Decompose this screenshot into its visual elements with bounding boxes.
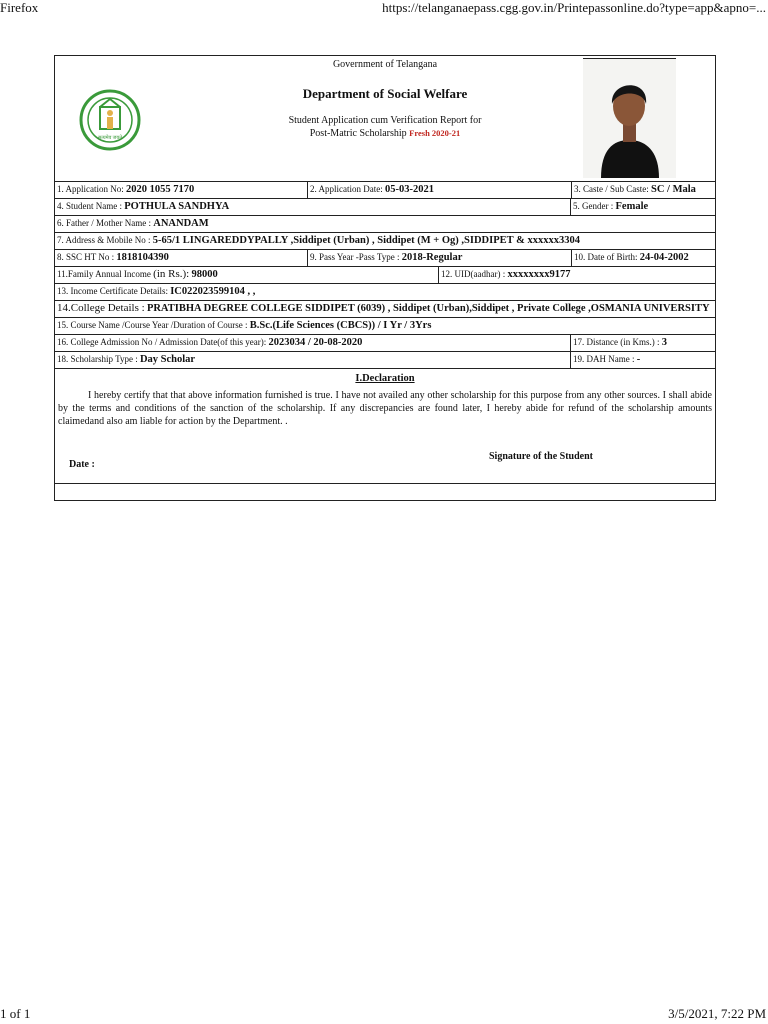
- dah-value: -: [636, 354, 641, 365]
- distance-label: 17. Distance (in Kms.) :: [573, 337, 660, 347]
- income-cert-value: IC022023599104 , ,: [170, 286, 256, 297]
- uid-value: xxxxxxxx9177: [507, 269, 571, 280]
- uid-label: 12. UID(aadhar) :: [441, 269, 506, 279]
- application-date-cell: [307, 182, 571, 198]
- row-course: [55, 318, 715, 335]
- department-name: Department of Social Welfare: [302, 86, 468, 101]
- student-name-value: POTHULA SANDHYA: [124, 201, 230, 212]
- income-label: 11.Family Annual Income: [57, 269, 151, 279]
- address-value: 5-65/1 LINGAREDDYPALLY ,Siddipet (Urban) , Siddipet (M + Og) ,SIDDIPET & xxxxxx3304: [152, 235, 580, 246]
- distance-value: 3: [661, 337, 667, 348]
- income-value: 98000: [191, 269, 218, 280]
- parent-label: 6. Father / Mother Name :: [57, 218, 151, 228]
- scholarship-label: 18. Scholarship Type :: [57, 354, 138, 364]
- course-label: 15. Course Name /Course Year /Duration of Course :: [57, 320, 248, 330]
- parent-cell: [55, 216, 715, 232]
- gender-value: Female: [615, 201, 649, 212]
- report-title: [205, 114, 565, 140]
- row-student-name: [55, 199, 715, 216]
- row-income: [55, 267, 715, 284]
- declaration-text: I hereby certify that that above information furnished is true. I have not availed any other scholarship for this purpose from any other sources. I shall abide by the terms and conditions of the sanction of the scholarship. If any discrepancies are found later, I hereby abide for refund of the scholarship amounts claimedand also am liable for action by the Department. .: [58, 390, 712, 427]
- signature-label: Signature of the Student: [489, 451, 593, 462]
- dob-cell: [571, 250, 715, 266]
- income-cell: [55, 267, 438, 283]
- dah-label: 19. DAH Name :: [573, 354, 635, 364]
- income-cert-cell: [55, 284, 715, 300]
- report-header: [55, 56, 715, 182]
- telangana-emblem-icon: [79, 89, 141, 151]
- dah-cell: [570, 352, 715, 368]
- uid-cell: [438, 267, 715, 283]
- income-unit: (in Rs.):: [153, 268, 190, 280]
- parent-value: ANANDAM: [153, 218, 209, 229]
- caste-cell: [571, 182, 715, 198]
- distance-cell: [570, 335, 715, 351]
- browser-name: Firefox: [0, 0, 39, 15]
- row-application: [55, 182, 715, 199]
- admission-label: 16. College Admission No / Admission Date(of this year):: [57, 337, 267, 347]
- dob-label: 10. Date of Birth:: [574, 252, 638, 262]
- declaration-section: [55, 369, 715, 484]
- course-cell: [55, 318, 715, 334]
- fresh-badge: Fresh 2020-21: [409, 128, 461, 138]
- blank-row: [55, 484, 715, 500]
- row-scholarship: [55, 352, 715, 369]
- row-admission: [55, 335, 715, 352]
- date-label: Date :: [69, 459, 95, 470]
- student-name-label: 4. Student Name :: [57, 201, 122, 211]
- gender-label: 5. Gender :: [573, 201, 614, 211]
- application-no-label: 1. Application No:: [57, 184, 124, 194]
- scholarship-cell: [55, 352, 570, 368]
- dob-value: 24-04-2002: [639, 252, 689, 263]
- application-date-label: 2. Application Date:: [310, 184, 383, 194]
- application-no-cell: [55, 182, 307, 198]
- student-photo: [583, 58, 676, 178]
- ssc-label: 8. SSC HT No :: [57, 252, 115, 262]
- page-count: 1 of 1: [0, 1006, 31, 1021]
- pass-year-value: 2018-Regular: [401, 252, 463, 263]
- address-cell: [55, 233, 715, 249]
- admission-value: 2023034 / 20-08-2020: [268, 337, 363, 348]
- report-title-line2: Post-Matric Scholarship: [309, 128, 407, 139]
- emblem-motto: सत्यमेव जयते: [97, 136, 123, 141]
- ssc-value: 1818104390: [116, 252, 169, 263]
- application-report: [54, 55, 716, 501]
- row-address: [55, 233, 715, 250]
- pass-year-label: 9. Pass Year -Pass Type :: [310, 252, 400, 262]
- report-title-line1: Student Application cum Verification Report for: [288, 115, 482, 126]
- declaration-title: I.Declaration: [355, 373, 415, 384]
- address-label: 7. Address & Mobile No :: [57, 235, 151, 245]
- admission-cell: [55, 335, 570, 351]
- print-timestamp: 3/5/2021, 7:22 PM: [668, 1006, 766, 1021]
- row-income-cert: [55, 284, 715, 301]
- row-ssc: [55, 250, 715, 267]
- income-cert-label: 13. Income Certificate Details:: [57, 286, 168, 296]
- row-parent: [55, 216, 715, 233]
- application-no-value: 2020 1055 7170: [126, 184, 195, 195]
- caste-value: SC / Mala: [651, 184, 696, 195]
- row-college: [55, 301, 715, 318]
- ssc-cell: [55, 250, 307, 266]
- application-date-value: 05-03-2021: [384, 184, 434, 195]
- course-value: B.Sc.(Life Sciences (CBCS)) / I Yr / 3Yrs: [249, 320, 432, 331]
- caste-label: 3. Caste / Sub Caste:: [574, 184, 649, 194]
- scholarship-value: Day Scholar: [139, 354, 196, 365]
- college-label: 14.College Details :: [57, 302, 145, 314]
- government-name: Government of Telangana: [332, 59, 438, 70]
- college-cell: [55, 301, 715, 317]
- pass-year-cell: [307, 250, 571, 266]
- student-name-cell: [55, 199, 570, 215]
- page-url: https://telanganaepass.cgg.gov.in/Printepassonline.do?type=app&apno=...: [382, 0, 766, 15]
- gender-cell: [570, 199, 715, 215]
- college-value: PRATIBHA DEGREE COLLEGE SIDDIPET (6039) , Siddipet (Urban),Siddipet , Private College ,OSMANIA UNIVERSITY: [146, 303, 710, 314]
